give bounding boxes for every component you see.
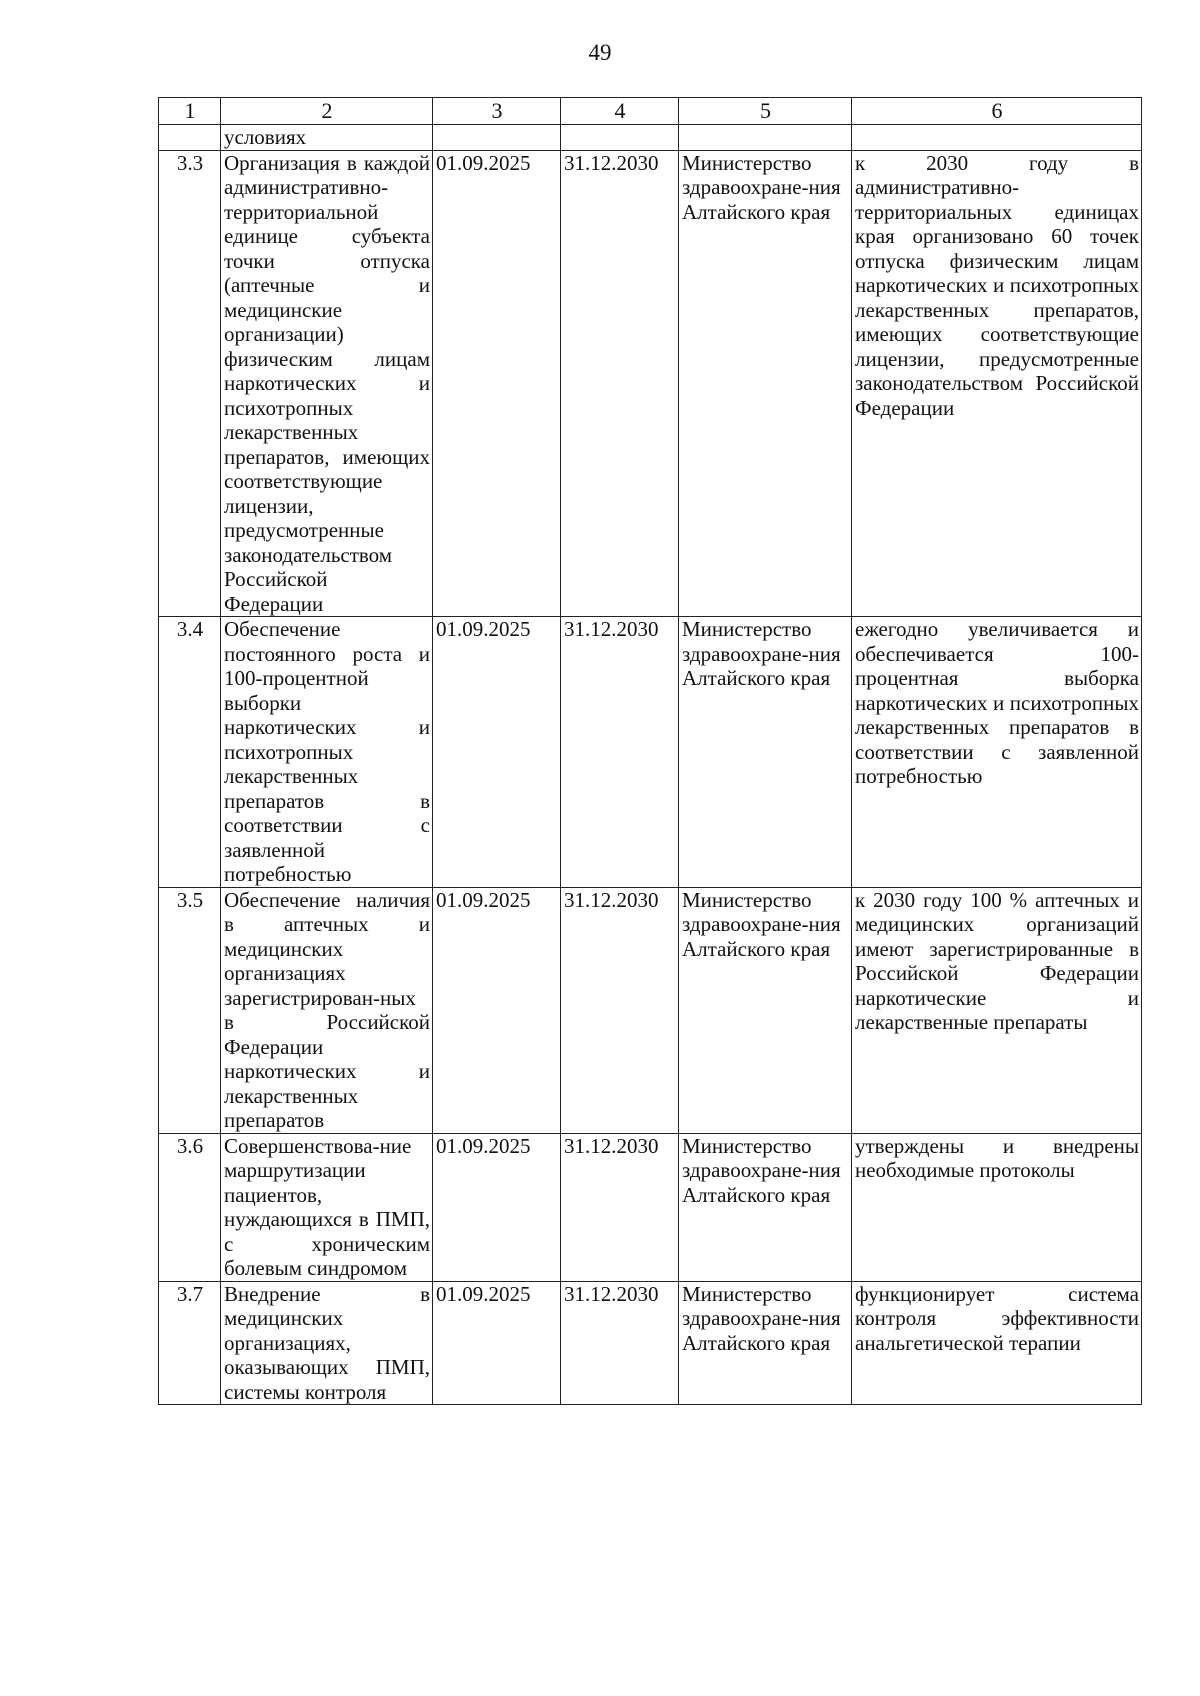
end-date-cell: 31.12.2030 xyxy=(561,887,679,1133)
start-date-cell: 01.09.2025 xyxy=(433,887,561,1133)
row-number: 3.5 xyxy=(159,887,221,1133)
end-date-cell: 31.12.2030 xyxy=(561,1133,679,1281)
responsible-cell: Министерство здравоохране-ния Алтайского края xyxy=(679,150,852,617)
responsible-cell: Министерство здравоохране-ния Алтайского края xyxy=(679,887,852,1133)
action-cell: Организация в каждой административно-территориальной единице субъекта точки отпуска (аптечные и медицинские организации) физическим лицам наркотических и психотропных лекарственных препаратов, имеющих соответствующие лицензии, предусмотренные законодательством Российской Федерации xyxy=(221,150,433,617)
header-col-4: 4 xyxy=(561,98,679,125)
result-cell: к 2030 году в административно-территориальных единицах края организовано 60 точек отпуска физическим лицам наркотических и психотропных лекарственных препаратов, имеющих соответствующие лицензии, предусмотренные законодательством Российской Федерации xyxy=(852,150,1142,617)
header-col-3: 3 xyxy=(433,98,561,125)
header-col-5: 5 xyxy=(679,98,852,125)
header-col-1: 1 xyxy=(159,98,221,125)
table-row xyxy=(159,887,1142,1133)
table-row xyxy=(159,1133,1142,1281)
row-number: 3.3 xyxy=(159,150,221,617)
table-row xyxy=(159,1281,1142,1405)
action-cell: Обеспечение постоянного роста и 100-процентной выборки наркотических и психотропных лекарственных препаратов в соответствии с заявленной потребностью xyxy=(221,617,433,888)
responsible-cell: Министерство здравоохране-ния Алтайского края xyxy=(679,1133,852,1281)
result-cell: функционирует система контроля эффективности анальгетической терапии xyxy=(852,1281,1142,1405)
end-date-cell: 31.12.2030 xyxy=(561,617,679,888)
header-col-2: 2 xyxy=(221,98,433,125)
action-plan-table xyxy=(158,97,1142,1405)
header-col-6: 6 xyxy=(852,98,1142,125)
start-date-cell: 01.09.2025 xyxy=(433,617,561,888)
row-number: 3.6 xyxy=(159,1133,221,1281)
header-row xyxy=(159,98,1142,125)
row-number: 3.7 xyxy=(159,1281,221,1405)
start-date-cell: 01.09.2025 xyxy=(433,1133,561,1281)
action-cell: Совершенствова-ние маршрутизации пациентов, нуждающихся в ПМП, с хроническим болевым синдромом xyxy=(221,1133,433,1281)
action-cell: Обеспечение наличия в аптечных и медицинских организациях зарегистрирован-ных в Российской Федерации наркотических и лекарственных препаратов xyxy=(221,887,433,1133)
table-row xyxy=(159,617,1142,888)
action-cell: Внедрение в медицинских организациях, оказывающих ПМП, системы контроля xyxy=(221,1281,433,1405)
page-number: 49 xyxy=(588,40,612,65)
start-date-cell: 01.09.2025 xyxy=(433,1281,561,1405)
continuation-text: условиях xyxy=(221,125,433,151)
end-date-cell: 31.12.2030 xyxy=(561,150,679,617)
responsible-cell: Министерство здравоохране-ния Алтайского края xyxy=(679,1281,852,1405)
result-cell: ежегодно увеличивается и обеспечивается 100-процентная выборка наркотических и психотропных лекарственных препаратов в соответствии с заявленной потребностью xyxy=(852,617,1142,888)
start-date-cell: 01.09.2025 xyxy=(433,150,561,617)
result-cell: к 2030 году 100 % аптечных и медицинских организаций имеют зарегистрированные в Российской Федерации наркотические и лекарственные препараты xyxy=(852,887,1142,1133)
continuation-row xyxy=(159,125,1142,151)
end-date-cell: 31.12.2030 xyxy=(561,1281,679,1405)
row-number: 3.4 xyxy=(159,617,221,888)
table-row xyxy=(159,150,1142,617)
result-cell: утверждены и внедрены необходимые протоколы xyxy=(852,1133,1142,1281)
responsible-cell: Министерство здравоохране-ния Алтайского края xyxy=(679,617,852,888)
